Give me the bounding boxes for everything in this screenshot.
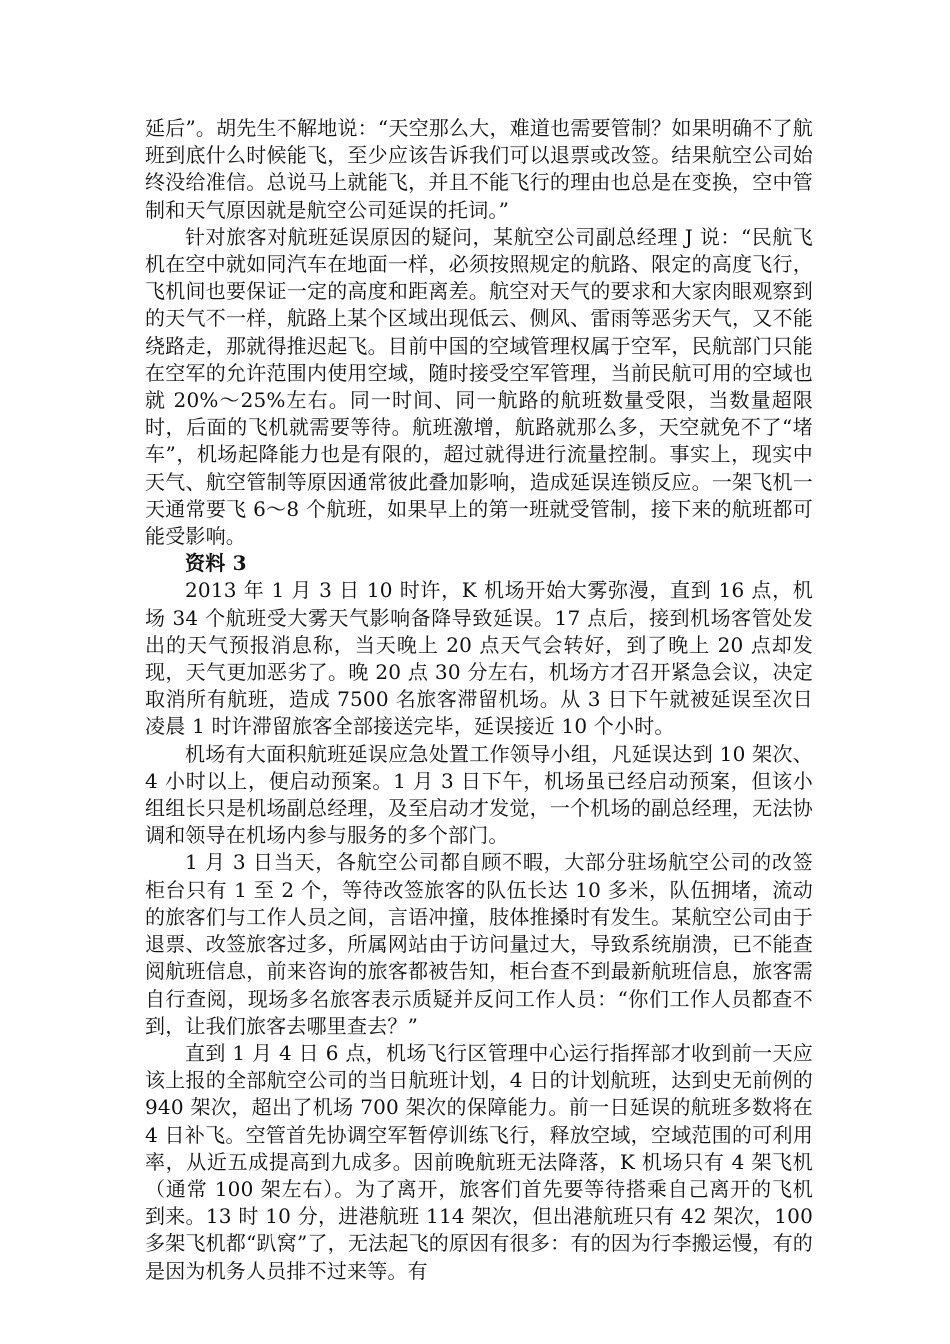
document-page bbox=[145, 115, 813, 1285]
paragraph-emergency-plan: 机场有大面积航班延误应急处置工作领导小组，凡延误达到 10 架次、4 小时以上，便启动预案。1 月 3 日下午，机场虽已经启动预案，但该小组组长只是机场副总经理，及至启动才发觉，一个机场的副总经理，无法协调和领导在机场内参与服务的多个部门。 bbox=[145, 741, 813, 848]
paragraph-recovery-flights: 直到 1 月 4 日 6 点，机场飞行区管理中心运行指挥部才收到前一天应该上报的全部航空公司的当日航班计划，4 日的计划航班，达到史无前例的 940 架次，超出了机场 700 架次的保障能力。前一日延误的航班多数将在 4 日补飞。空管首先协调空军暂停训练飞行，释放空域，空域范围的可利用率，从近五成提高到九成多。因前晚航班无法降落，K 机场只有 4 架飞机（通常 100 架左右）。为了离开，旅客们首先要等待搭乘自己离开的飞机到来。13 时 10 分，进港航班 114 架次，但出港航班只有 42 架次，100 多架飞机都“趴窝”了，无法起飞的原因有很多：有的因为行李搬运慢，有的是因为机务人员排不过来等。有 bbox=[145, 1040, 813, 1283]
paragraph-fog-event: 2013 年 1 月 3 日 10 时许，K 机场开始大雾弥漫，直到 16 点，机场 34 个航班受大雾天气影响备降导致延误。17 点后，接到机场客管处发出的天气预报消息称，当天晚上 20 点天气会转好，到了晚上 20 点却发现，天气更加恶劣了。晚 20 点 30 分左右，机场方才召开紧急会议，决定取消所有航班，造成 7500 名旅客滞留机场。从 3 日下午就被延误至次日凌晨 1 时许滞留旅客全部接送完毕，延误接近 10 个小时。 bbox=[145, 578, 813, 739]
paragraph-airline-counters: 1 月 3 日当天，各航空公司都自顾不暇，大部分驻场航空公司的改签柜台只有 1 至 2 个，等待改签旅客的队伍长达 10 多米，队伍拥堵，流动的旅客们与工作人员之间，言语冲撞，肢体推搡时有发生。某航空公司由于退票、改签旅客过多，所属网站由于访问量过大，导致系统崩溃，已不能查阅航班信息，前来咨询的旅客都被告知，柜台查不到最新航班信息，旅客需自行查阅，现场多名旅客表示质疑并反问工作人员：“你们工作人员都查不到，让我们旅客去哪里查去？” bbox=[145, 850, 813, 1038]
paragraph-vice-manager-statement: 针对旅客对航班延误原因的疑问，某航空公司副总经理 J 说：“民航飞机在空中就如同汽车在地面一样，必须按照规定的航路、限定的高度飞行，飞机间也要保证一定的高度和距离差。航空对天气的要求和大家肉眼观察到的天气不一样，航路上某个区域出现低云、侧风、雷雨等恶劣天气，又不能绕路走，那就得推迟起飞。目前中国的空域管理权属于空军，民航部门只能在空军的允许范围内使用空域，随时接受空军管理，当前民航可用的空域也就 20%～25%左右。同一时间、同一航路的航班数量受限，当数量超限时，后面的飞机就需要等待。航班激增，航路就那么多，天空就免不了“堵车”，机场起降能力也是有限的，超过就得进行流量控制。事实上，现实中天气、航空管制等原因通常彼此叠加影响，造成延误连锁反应。一架飞机一天通常要飞 6～8 个航班，如果早上的第一班就受管制，接下来的航班都可能受影响。 bbox=[145, 224, 813, 549]
section-title: 资料 3 bbox=[185, 551, 247, 576]
paragraph-continuation: 延后”。胡先生不解地说：“天空那么大，难道也需要管制？如果明确不了航班到底什么时候能飞，至少应该告诉我们可以退票或改签。结果航空公司始终没给准信。总说马上就能飞，并且不能飞行的理由也总是在变换，空中管制和天气原因就是航空公司延误的托词。” bbox=[145, 116, 813, 222]
